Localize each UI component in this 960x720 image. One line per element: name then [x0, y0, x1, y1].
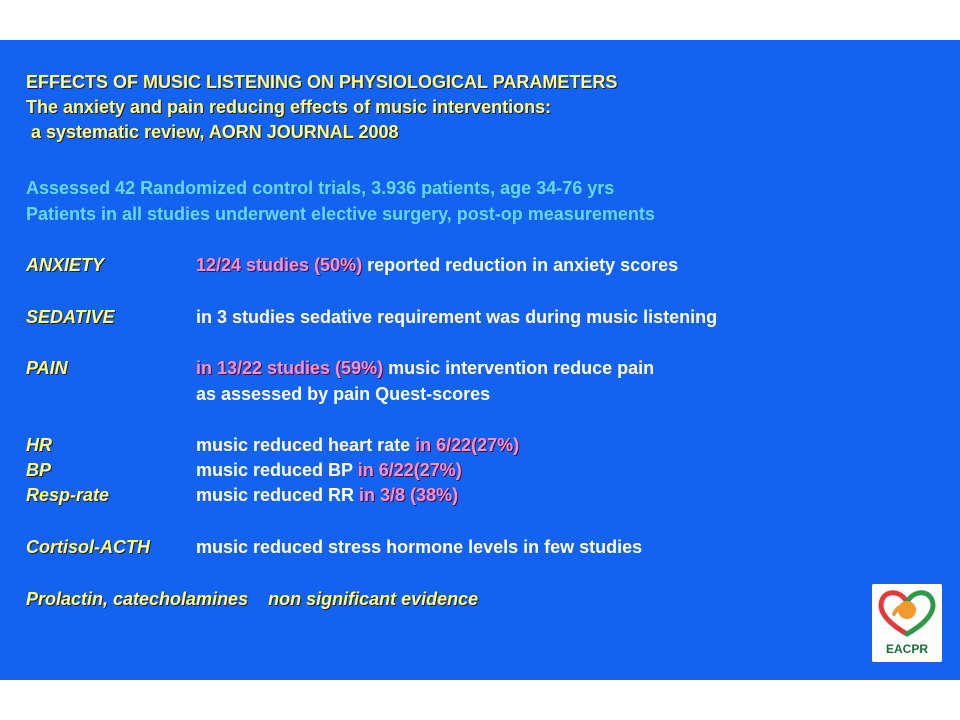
heart-logo-icon [872, 584, 942, 642]
hr-label: HR [26, 435, 52, 455]
pain-highlight: in 13/22 studies (59%) [196, 358, 384, 378]
hr-desc [196, 435, 519, 456]
resp-highlight: in 3/8 (38%) [359, 485, 459, 505]
resp-text: music reduced RR [196, 485, 360, 505]
logo-text: EACPR [885, 642, 928, 656]
resp-desc [196, 485, 458, 506]
hr-highlight: in 6/22(27%) [415, 435, 520, 455]
bp-label: BP [26, 460, 52, 480]
anxiety-label: ANXIETY [26, 255, 105, 275]
slide-subtitle-line1: The anxiety and pain reducing effects of music interventions: [26, 97, 552, 117]
intro-line1: Assessed 42 Randomized control trials, 3.936 patients, age 34-76 yrs [26, 178, 615, 198]
bp-text: music reduced BP [196, 460, 358, 480]
slide-subtitle-line2: a systematic review, AORN JOURNAL 2008 [26, 122, 399, 142]
slide [0, 40, 960, 680]
cortisol-desc: music reduced stress hormone levels in few studies [196, 537, 643, 557]
slide-title: EFFECTS OF MUSIC LISTENING ON PHYSIOLOGICAL PARAMETERS [26, 72, 618, 92]
pain-desc-line2: as assessed by pain Quest-scores [196, 384, 491, 404]
anxiety-desc [196, 255, 678, 276]
sedative-label: SEDATIVE [26, 307, 115, 327]
intro-line2: Patients in all studies underwent elective surgery, post-op measurements [26, 204, 655, 224]
anxiety-highlight: 12/24 studies (50%) [196, 255, 363, 275]
pain-text: music intervention reduce pain [383, 358, 655, 378]
anxiety-text: reported reduction in anxiety scores [362, 255, 679, 275]
prolactin-line: Prolactin, catecholamines non significant evidence [26, 589, 479, 609]
cortisol-label: Cortisol-ACTH [26, 537, 150, 557]
eacpr-logo [872, 584, 942, 662]
hr-text: music reduced heart rate [196, 435, 416, 455]
bp-desc [196, 460, 462, 481]
bp-highlight: in 6/22(27%) [357, 460, 462, 480]
pain-desc [196, 358, 654, 379]
pain-label: PAIN [26, 358, 68, 378]
resp-label: Resp-rate [26, 485, 110, 505]
sedative-desc: in 3 studies sedative requirement was during music listening [196, 307, 718, 327]
